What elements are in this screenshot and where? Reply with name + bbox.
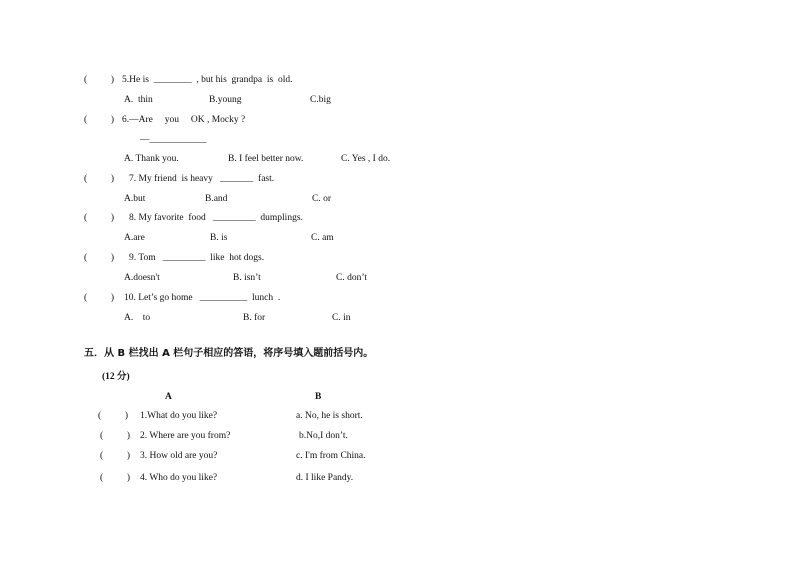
q9-option-b: B. isn’t bbox=[233, 273, 261, 283]
q9-paren[interactable]: ( ) bbox=[84, 253, 115, 263]
match-row-2-question: 2. Where are you from? bbox=[140, 431, 231, 441]
match-row-4-question: 4. Who do you like? bbox=[140, 473, 218, 483]
match-row-4-paren[interactable]: ( ) bbox=[100, 473, 131, 483]
q8-option-c: C. am bbox=[311, 233, 334, 243]
q5-paren[interactable]: ( ) bbox=[84, 75, 115, 85]
match-row-4-answer: d. I like Pandy. bbox=[296, 473, 354, 483]
q8-option-a: A.are bbox=[124, 233, 145, 243]
match-row-2-answer: b.No,I don’t. bbox=[299, 431, 348, 441]
q5-option-a: A. thin bbox=[124, 95, 153, 105]
column-a-header: A bbox=[165, 392, 172, 402]
q10-option-c: C. in bbox=[332, 313, 351, 323]
match-row-1-paren[interactable]: ( ) bbox=[98, 411, 129, 421]
match-row-3-answer: c. I'm from China. bbox=[296, 451, 366, 461]
match-row-1-answer: a. No, he is short. bbox=[296, 411, 363, 421]
section5-score: (12 分) bbox=[102, 372, 130, 382]
q6-stem: 6.—Are you OK , Mocky ? bbox=[122, 115, 246, 125]
q7-option-c: C. or bbox=[312, 194, 331, 204]
q7-stem: 7. My friend is heavy _______ fast. bbox=[129, 174, 275, 184]
column-b-header: B bbox=[315, 392, 322, 402]
q7-option-b: B.and bbox=[205, 194, 228, 204]
q10-option-a: A. to bbox=[124, 313, 151, 323]
q10-option-b: B. for bbox=[243, 313, 266, 323]
q10-paren[interactable]: ( ) bbox=[84, 293, 115, 303]
q8-paren[interactable]: ( ) bbox=[84, 213, 115, 223]
q6-option-a: A. Thank you. bbox=[124, 154, 179, 164]
q6-option-c: C. Yes , I do. bbox=[341, 154, 391, 164]
match-row-3-paren[interactable]: ( ) bbox=[100, 451, 131, 461]
q9-option-a: A.doesn't bbox=[124, 273, 160, 283]
q5-option-c: C.big bbox=[310, 95, 331, 105]
q9-option-c: C. don’t bbox=[336, 273, 367, 283]
match-row-3-question: 3. How old are you? bbox=[140, 451, 218, 461]
q5-stem: 5.He is ________ , but his grandpa is old. bbox=[122, 75, 293, 85]
section5-heading: 五．从 B 栏找出 A 栏句子相应的答语，将序号填入题前括号内。 bbox=[84, 348, 374, 359]
q8-option-b: B. is bbox=[210, 233, 228, 243]
q6-option-b: B. I feel better now. bbox=[228, 154, 304, 164]
q7-paren[interactable]: ( ) bbox=[84, 174, 115, 184]
q9-stem: 9. Tom _________ like hot dogs. bbox=[129, 253, 265, 263]
q10-stem: 10. Let’s go home __________ lunch . bbox=[124, 293, 281, 303]
q5-option-b: B.young bbox=[209, 95, 242, 105]
q6-reply-blank[interactable]: —____________ bbox=[140, 135, 207, 145]
q6-paren[interactable]: ( ) bbox=[84, 115, 115, 125]
q8-stem: 8. My favorite food _________ dumplings. bbox=[129, 213, 303, 223]
match-row-2-paren[interactable]: ( ) bbox=[100, 431, 131, 441]
match-row-1-question: 1.What do you like? bbox=[140, 411, 218, 421]
q7-option-a: A.but bbox=[124, 194, 146, 204]
